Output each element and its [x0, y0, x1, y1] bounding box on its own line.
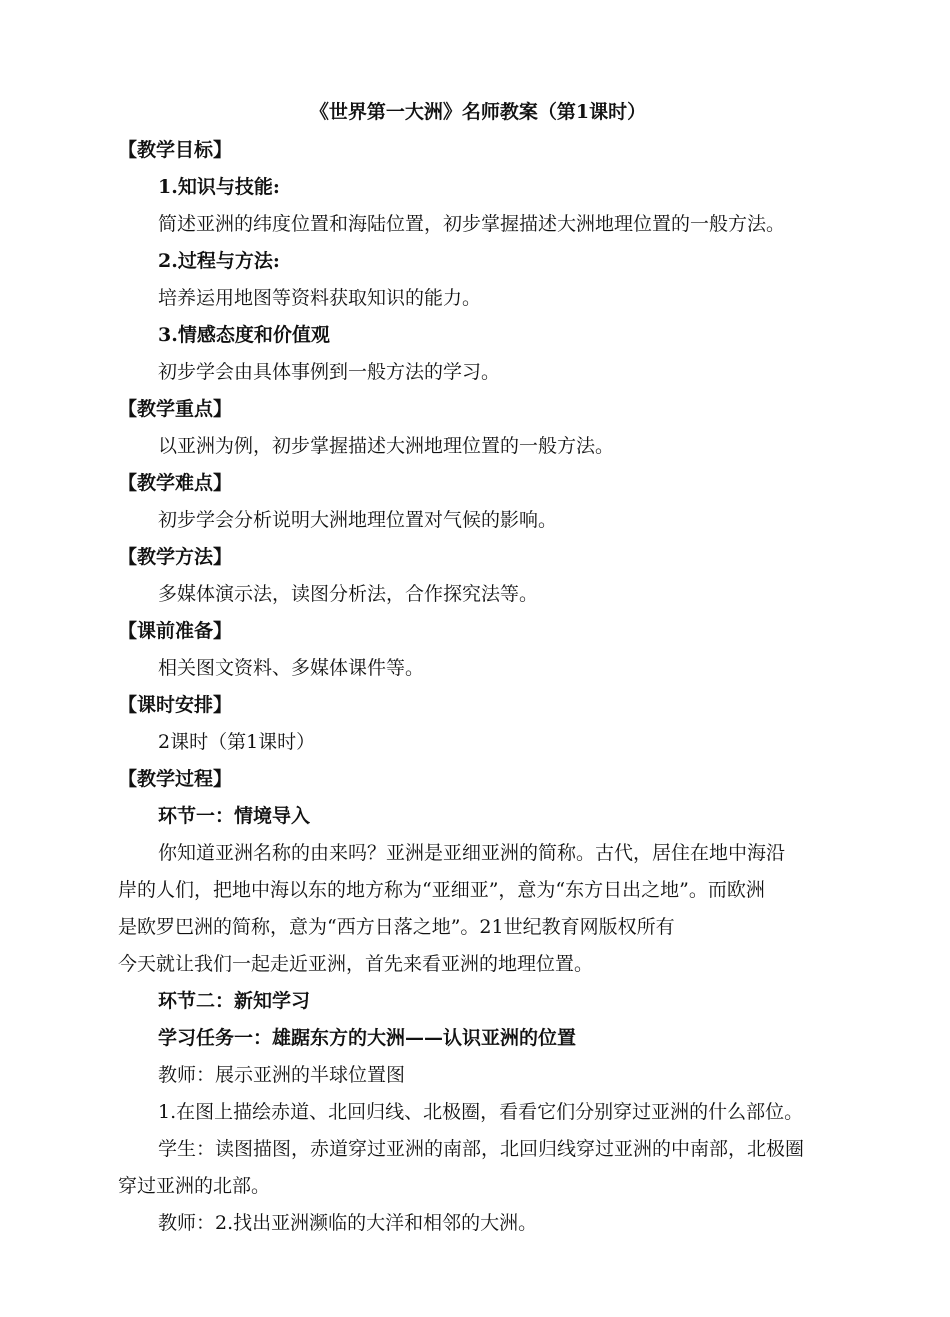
goals-sub2-text: 培养运用地图等资料获取知识的能力。 — [158, 287, 482, 309]
schedule-heading: 【课时安排】 — [118, 694, 233, 716]
methods-text: 多媒体演示法，读图分析法，合作探究法等。 — [158, 583, 539, 605]
step1-paragraph-line3: 是欧罗巴洲的简称，意为“西方日落之地”。21世纪教育网版权所有 — [118, 916, 675, 938]
process-heading: 【教学过程】 — [118, 768, 233, 790]
key-points-heading: 【教学重点】 — [118, 398, 233, 420]
methods-heading: 【教学方法】 — [118, 546, 233, 568]
teacher-line-1: 教师：展示亚洲的半球位置图 — [158, 1064, 406, 1086]
question-1: 1.在图上描绘赤道、北回归线、北极圈，看看它们分别穿过亚洲的什么部位。 — [158, 1101, 804, 1123]
task1-heading: 学习任务一：雄踞东方的大洲——认识亚洲的位置 — [158, 1027, 577, 1049]
student-line-1-cont: 穿过亚洲的北部。 — [118, 1175, 271, 1197]
goals-sub1-heading: 1.知识与技能: — [158, 176, 280, 198]
preparation-heading: 【课前准备】 — [118, 620, 233, 642]
teacher-line-2: 教师：2.找出亚洲濒临的大洋和相邻的大洲。 — [158, 1212, 538, 1234]
difficulties-text: 初步学会分析说明大洲地理位置对气候的影响。 — [158, 509, 558, 531]
step2-heading: 环节二：新知学习 — [158, 990, 311, 1012]
preparation-text: 相关图文资料、多媒体课件等。 — [158, 657, 425, 679]
goals-sub2-heading: 2.过程与方法: — [158, 250, 280, 272]
goals-sub3-heading: 3.情感态度和价值观 — [158, 324, 330, 346]
goals-sub1-text: 简述亚洲的纬度位置和海陆位置，初步掌握描述大洲地理位置的一般方法。 — [158, 213, 786, 235]
student-line-1: 学生：读图描图，赤道穿过亚洲的南部，北回归线穿过亚洲的中南部，北极圈 — [158, 1138, 805, 1160]
goals-sub3-text: 初步学会由具体事例到一般方法的学习。 — [158, 361, 501, 383]
step1-paragraph-line1: 你知道亚洲名称的由来吗？亚洲是亚细亚洲的简称。古代，居住在地中海沿 — [158, 842, 786, 864]
schedule-text: 2课时（第1课时） — [158, 731, 316, 753]
document-title: 《世界第一大洲》名师教案（第1课时） — [309, 101, 647, 123]
step1-paragraph-line2: 岸的人们，把地中海以东的地方称为“亚细亚”，意为“东方日出之地”。而欧洲 — [118, 879, 765, 901]
step1-paragraph2: 今天就让我们一起走近亚洲，首先来看亚洲的地理位置。 — [118, 953, 594, 975]
step1-heading: 环节一：情境导入 — [158, 805, 311, 827]
goals-heading: 【教学目标】 — [118, 139, 233, 161]
difficulties-heading: 【教学难点】 — [118, 472, 233, 494]
key-points-text: 以亚洲为例，初步掌握描述大洲地理位置的一般方法。 — [158, 435, 615, 457]
